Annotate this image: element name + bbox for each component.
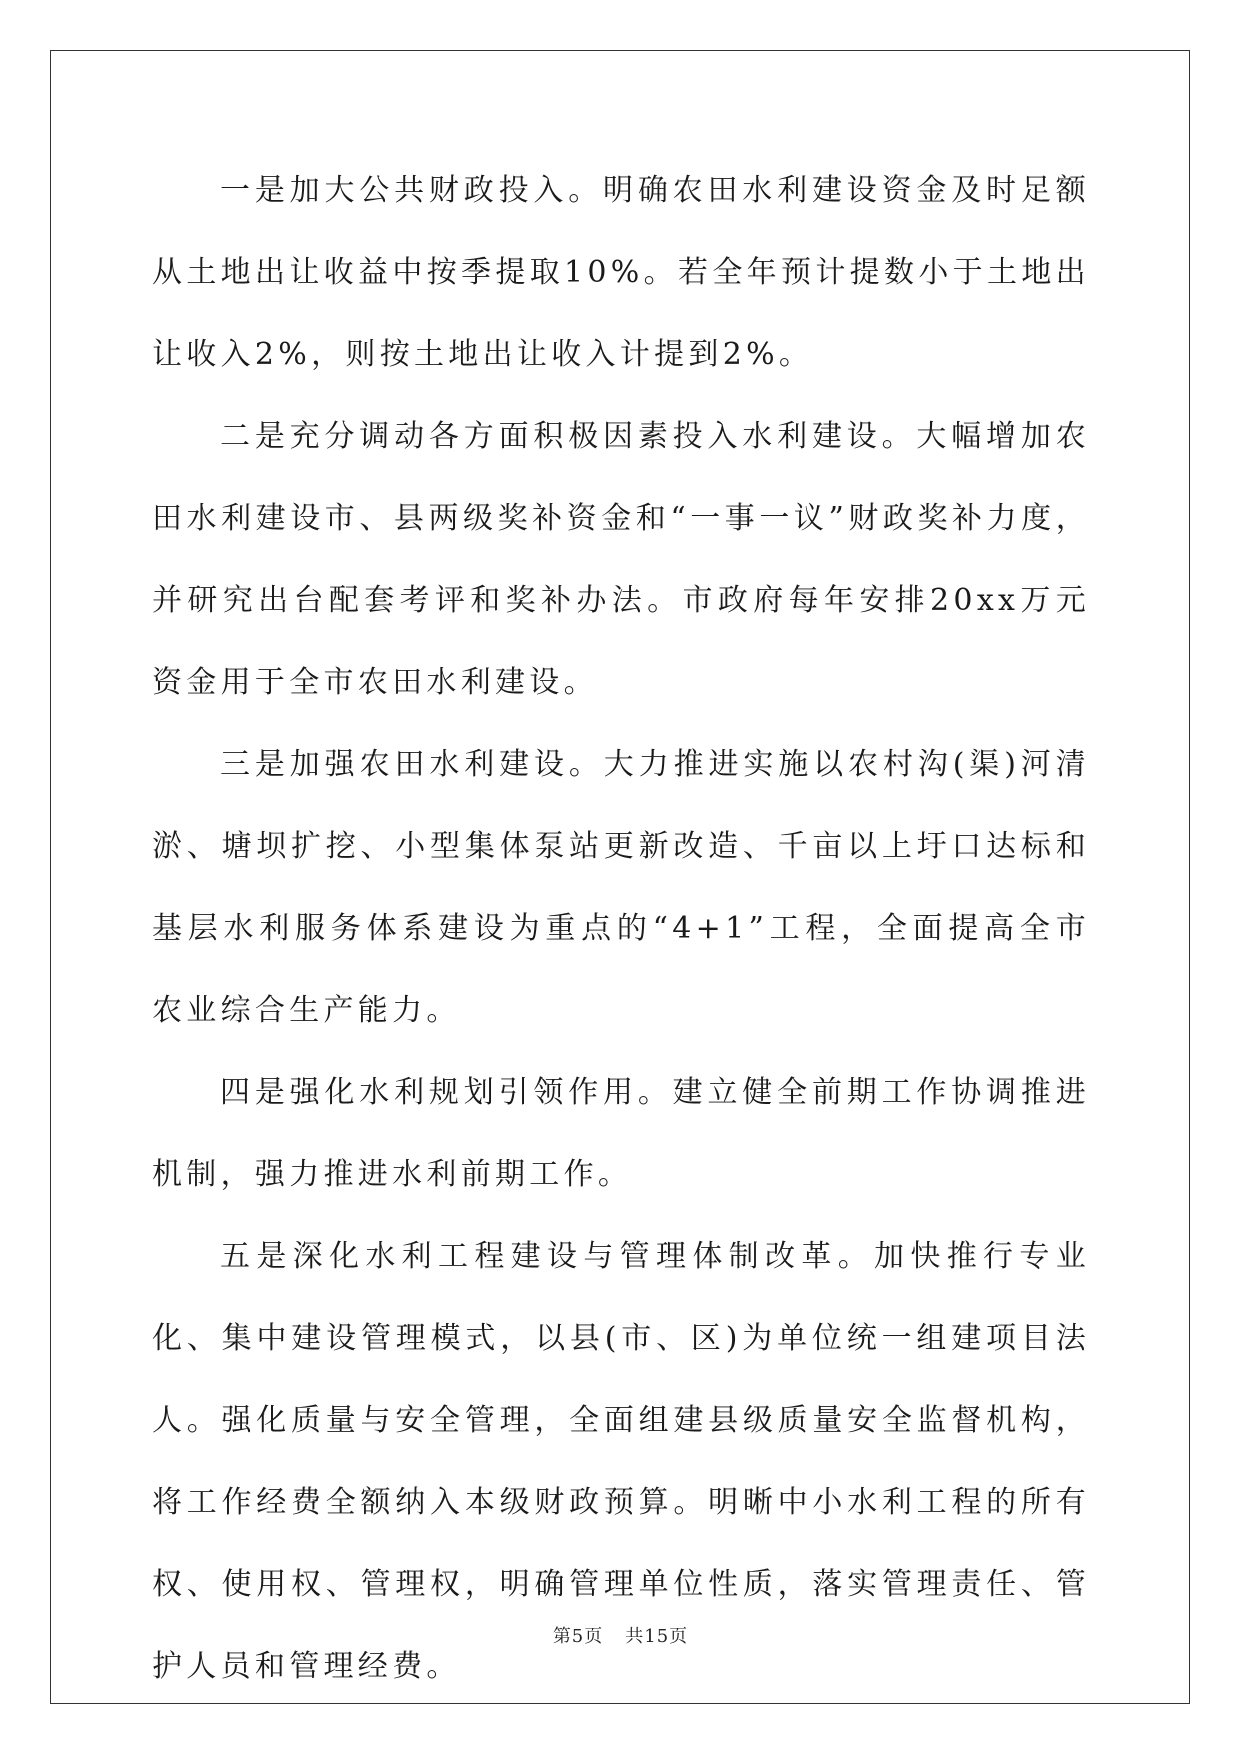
document-body <box>152 150 1090 1708</box>
paragraph-4: 四是强化水利规划引领作用。建立健全前期工作协调推进机制，强力推进水利前期工作。 <box>152 1075 1090 1192</box>
paragraph-3: 三是加强农田水利建设。大力推进实施以农村沟(渠)河清淤、塘坝扩挖、小型集体泵站更新改造、千亩以上圩口达标和基层水利服务体系建设为重点的“4+1”工程，全面提高全市农业综合生产能力。 <box>152 747 1090 1028</box>
paragraph-5: 五是深化水利工程建设与管理体制改革。加快推行专业化、集中建设管理模式，以县(市、区)为单位统一组建项目法人。强化质量与安全管理，全面组建县级质量安全监督机构，将工作经费全额纳入本级财政预算。明晰中小水利工程的所有权、使用权、管理权，明确管理单位性质，落实管理责任、管护人员和管理经费。 <box>152 1239 1090 1684</box>
page-footer <box>0 1622 1241 1648</box>
paragraph-1: 一是加大公共财政投入。明确农田水利建设资金及时足额从土地出让收益中按季提取10%。若全年预计提数小于土地出让收入2%，则按土地出让收入计提到2%。 <box>152 173 1090 372</box>
page-number: 第5页 <box>552 1626 604 1647</box>
page-total: 共15页 <box>625 1626 689 1647</box>
paragraph-2: 二是充分调动各方面积极因素投入水利建设。大幅增加农田水利建设市、县两级奖补资金和“一事一议”财政奖补力度，并研究出台配套考评和奖补办法。市政府每年安排20xx万元资金用于全市农田水利建设。 <box>152 419 1090 700</box>
